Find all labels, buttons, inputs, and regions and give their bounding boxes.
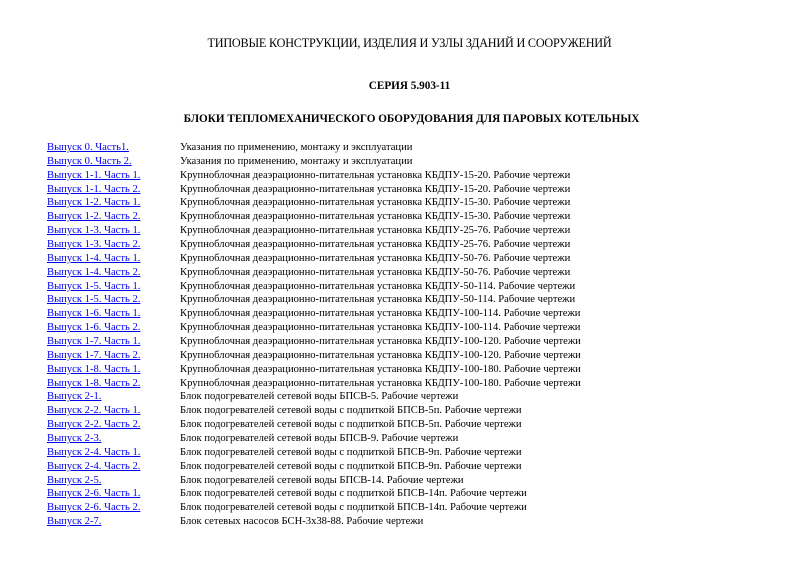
issue-description: Крупноблочная деаэрационно-питательная установка КБДПУ-15-30. Рабочие чертежи (180, 211, 571, 223)
issue-description: Блок подогревателей сетевой воды с подпиткой БПСВ-9п. Рабочие чертежи (180, 460, 522, 472)
issue-link[interactable]: Выпуск 1-7. Часть 1. (47, 336, 141, 348)
issue-description: Указания по применению, монтажу и эксплуатации (180, 155, 413, 167)
issue-description: Блок подогревателей сетевой воды БПСВ-14. Рабочие чертежи (180, 474, 464, 486)
issue-description: Крупноблочная деаэрационно-питательная установка КБДПУ-50-114. Рабочие чертежи (180, 294, 576, 306)
issue-link[interactable]: Выпуск 2-6. Часть 1. (47, 488, 141, 500)
issue-description: Крупноблочная деаэрационно-питательная установка КБДПУ-25-76. Рабочие чертежи (180, 239, 571, 251)
document-top-title: ТИПОВЫЕ КОНСТРУКЦИИ, ИЗДЕЛИЯ И УЗЛЫ ЗДАНИЙ И СООРУЖЕНИЙ (207, 36, 612, 50)
issue-link[interactable]: Выпуск 1-2. Часть 2. (47, 211, 141, 223)
issue-link[interactable]: Выпуск 0. Часть1. (47, 142, 129, 153)
issue-description: Крупноблочная деаэрационно-питательная установка КБДПУ-25-76. Рабочие чертежи (180, 225, 571, 237)
section-heading: БЛОКИ ТЕПЛОМЕХАНИЧЕСКОГО ОБОРУДОВАНИЯ ДЛЯ ПАРОВЫХ КОТЕЛЬНЫХ (183, 113, 640, 125)
issue-description: Крупноблочная деаэрационно-питательная установка КБДПУ-100-120. Рабочие чертежи (180, 336, 581, 348)
issue-description: Крупноблочная деаэрационно-питательная установка КБДПУ-100-120. Рабочие чертежи (180, 349, 581, 361)
issue-description: Крупноблочная деаэрационно-питательная установка КБДПУ-50-114. Рабочие чертежи (180, 280, 576, 292)
issue-description: Блок подогревателей сетевой воды БПСВ-9. Рабочие чертежи (180, 433, 459, 445)
issue-link[interactable]: Выпуск 2-2. Часть 1. (47, 405, 141, 417)
issue-link[interactable]: Выпуск 1-3. Часть 1. (47, 225, 141, 237)
issue-description: Блок подогревателей сетевой воды с подпиткой БПСВ-14п. Рабочие чертежи (180, 502, 527, 514)
issue-link[interactable]: Выпуск 1-1. Часть 1. (47, 169, 141, 181)
issue-link[interactable]: Выпуск 2-2. Часть 2. (47, 419, 141, 431)
issue-description: Крупноблочная деаэрационно-питательная установка КБДПУ-15-20. Рабочие чертежи (180, 183, 571, 195)
issue-description: Блок подогревателей сетевой воды с подпиткой БПСВ-14п. Рабочие чертежи (180, 488, 527, 500)
series-heading: СЕРИЯ 5.903-11 (368, 80, 451, 92)
issue-link[interactable]: Выпуск 2-4. Часть 1. (47, 446, 141, 458)
issue-link[interactable]: Выпуск 1-1. Часть 2. (47, 183, 141, 195)
issue-description: Крупноблочная деаэрационно-питательная установка КБДПУ-50-76. Рабочие чертежи (180, 252, 571, 264)
issue-description: Крупноблочная деаэрационно-питательная установка КБДПУ-100-114. Рабочие чертежи (180, 322, 581, 334)
issue-description: Крупноблочная деаэрационно-питательная установка КБДПУ-50-76. Рабочие чертежи (180, 266, 571, 278)
issue-link[interactable]: Выпуск 2-3. (47, 433, 102, 445)
issue-link[interactable]: Выпуск 1-8. Часть 2. (47, 377, 141, 389)
issue-description: Крупноблочная деаэрационно-питательная установка КБДПУ-15-20. Рабочие чертежи (180, 169, 571, 181)
issue-description: Блок подогревателей сетевой воды БПСВ-5. Рабочие чертежи (180, 391, 459, 403)
issue-description: Крупноблочная деаэрационно-питательная установка КБДПУ-100-180. Рабочие чертежи (180, 363, 581, 375)
issue-description: Блок подогревателей сетевой воды с подпиткой БПСВ-9п. Рабочие чертежи (180, 446, 522, 458)
issue-link[interactable]: Выпуск 2-6. Часть 2. (47, 502, 141, 514)
issue-link[interactable]: Выпуск 1-3. Часть 2. (47, 239, 141, 251)
issue-description: Крупноблочная деаэрационно-питательная установка КБДПУ-100-114. Рабочие чертежи (180, 308, 581, 320)
issue-link[interactable]: Выпуск 2-7. (47, 516, 102, 528)
issue-link[interactable]: Выпуск 1-2. Часть 1. (47, 197, 141, 209)
issue-link[interactable]: Выпуск 1-4. Часть 2. (47, 266, 141, 278)
issue-link[interactable]: Выпуск 1-4. Часть 1. (47, 252, 141, 264)
issue-link[interactable]: Выпуск 1-8. Часть 1. (47, 363, 141, 375)
issue-link[interactable]: Выпуск 1-5. Часть 1. (47, 280, 141, 292)
issue-link[interactable]: Выпуск 0. Часть 2. (47, 155, 132, 167)
issue-description: Крупноблочная деаэрационно-питательная установка КБДПУ-15-30. Рабочие чертежи (180, 197, 571, 209)
issue-link[interactable]: Выпуск 1-6. Часть 2. (47, 322, 141, 334)
issue-link[interactable]: Выпуск 2-1. (47, 391, 102, 403)
issue-description: Указания по применению, монтажу и эксплуатации (180, 142, 413, 153)
issue-link[interactable]: Выпуск 2-4. Часть 2. (47, 460, 141, 472)
issue-link[interactable]: Выпуск 1-7. Часть 2. (47, 349, 141, 361)
issue-link[interactable]: Выпуск 2-5. (47, 474, 102, 486)
issue-description: Блок сетевых насосов БСН-3х38-88. Рабочие чертежи (180, 516, 424, 528)
issue-description: Блок подогревателей сетевой воды с подпиткой БПСВ-5п. Рабочие чертежи (180, 405, 522, 417)
issue-link[interactable]: Выпуск 1-5. Часть 2. (47, 294, 141, 306)
issue-description: Блок подогревателей сетевой воды с подпиткой БПСВ-5п. Рабочие чертежи (180, 419, 522, 431)
issue-description: Крупноблочная деаэрационно-питательная установка КБДПУ-100-180. Рабочие чертежи (180, 377, 581, 389)
issue-link[interactable]: Выпуск 1-6. Часть 1. (47, 308, 141, 320)
